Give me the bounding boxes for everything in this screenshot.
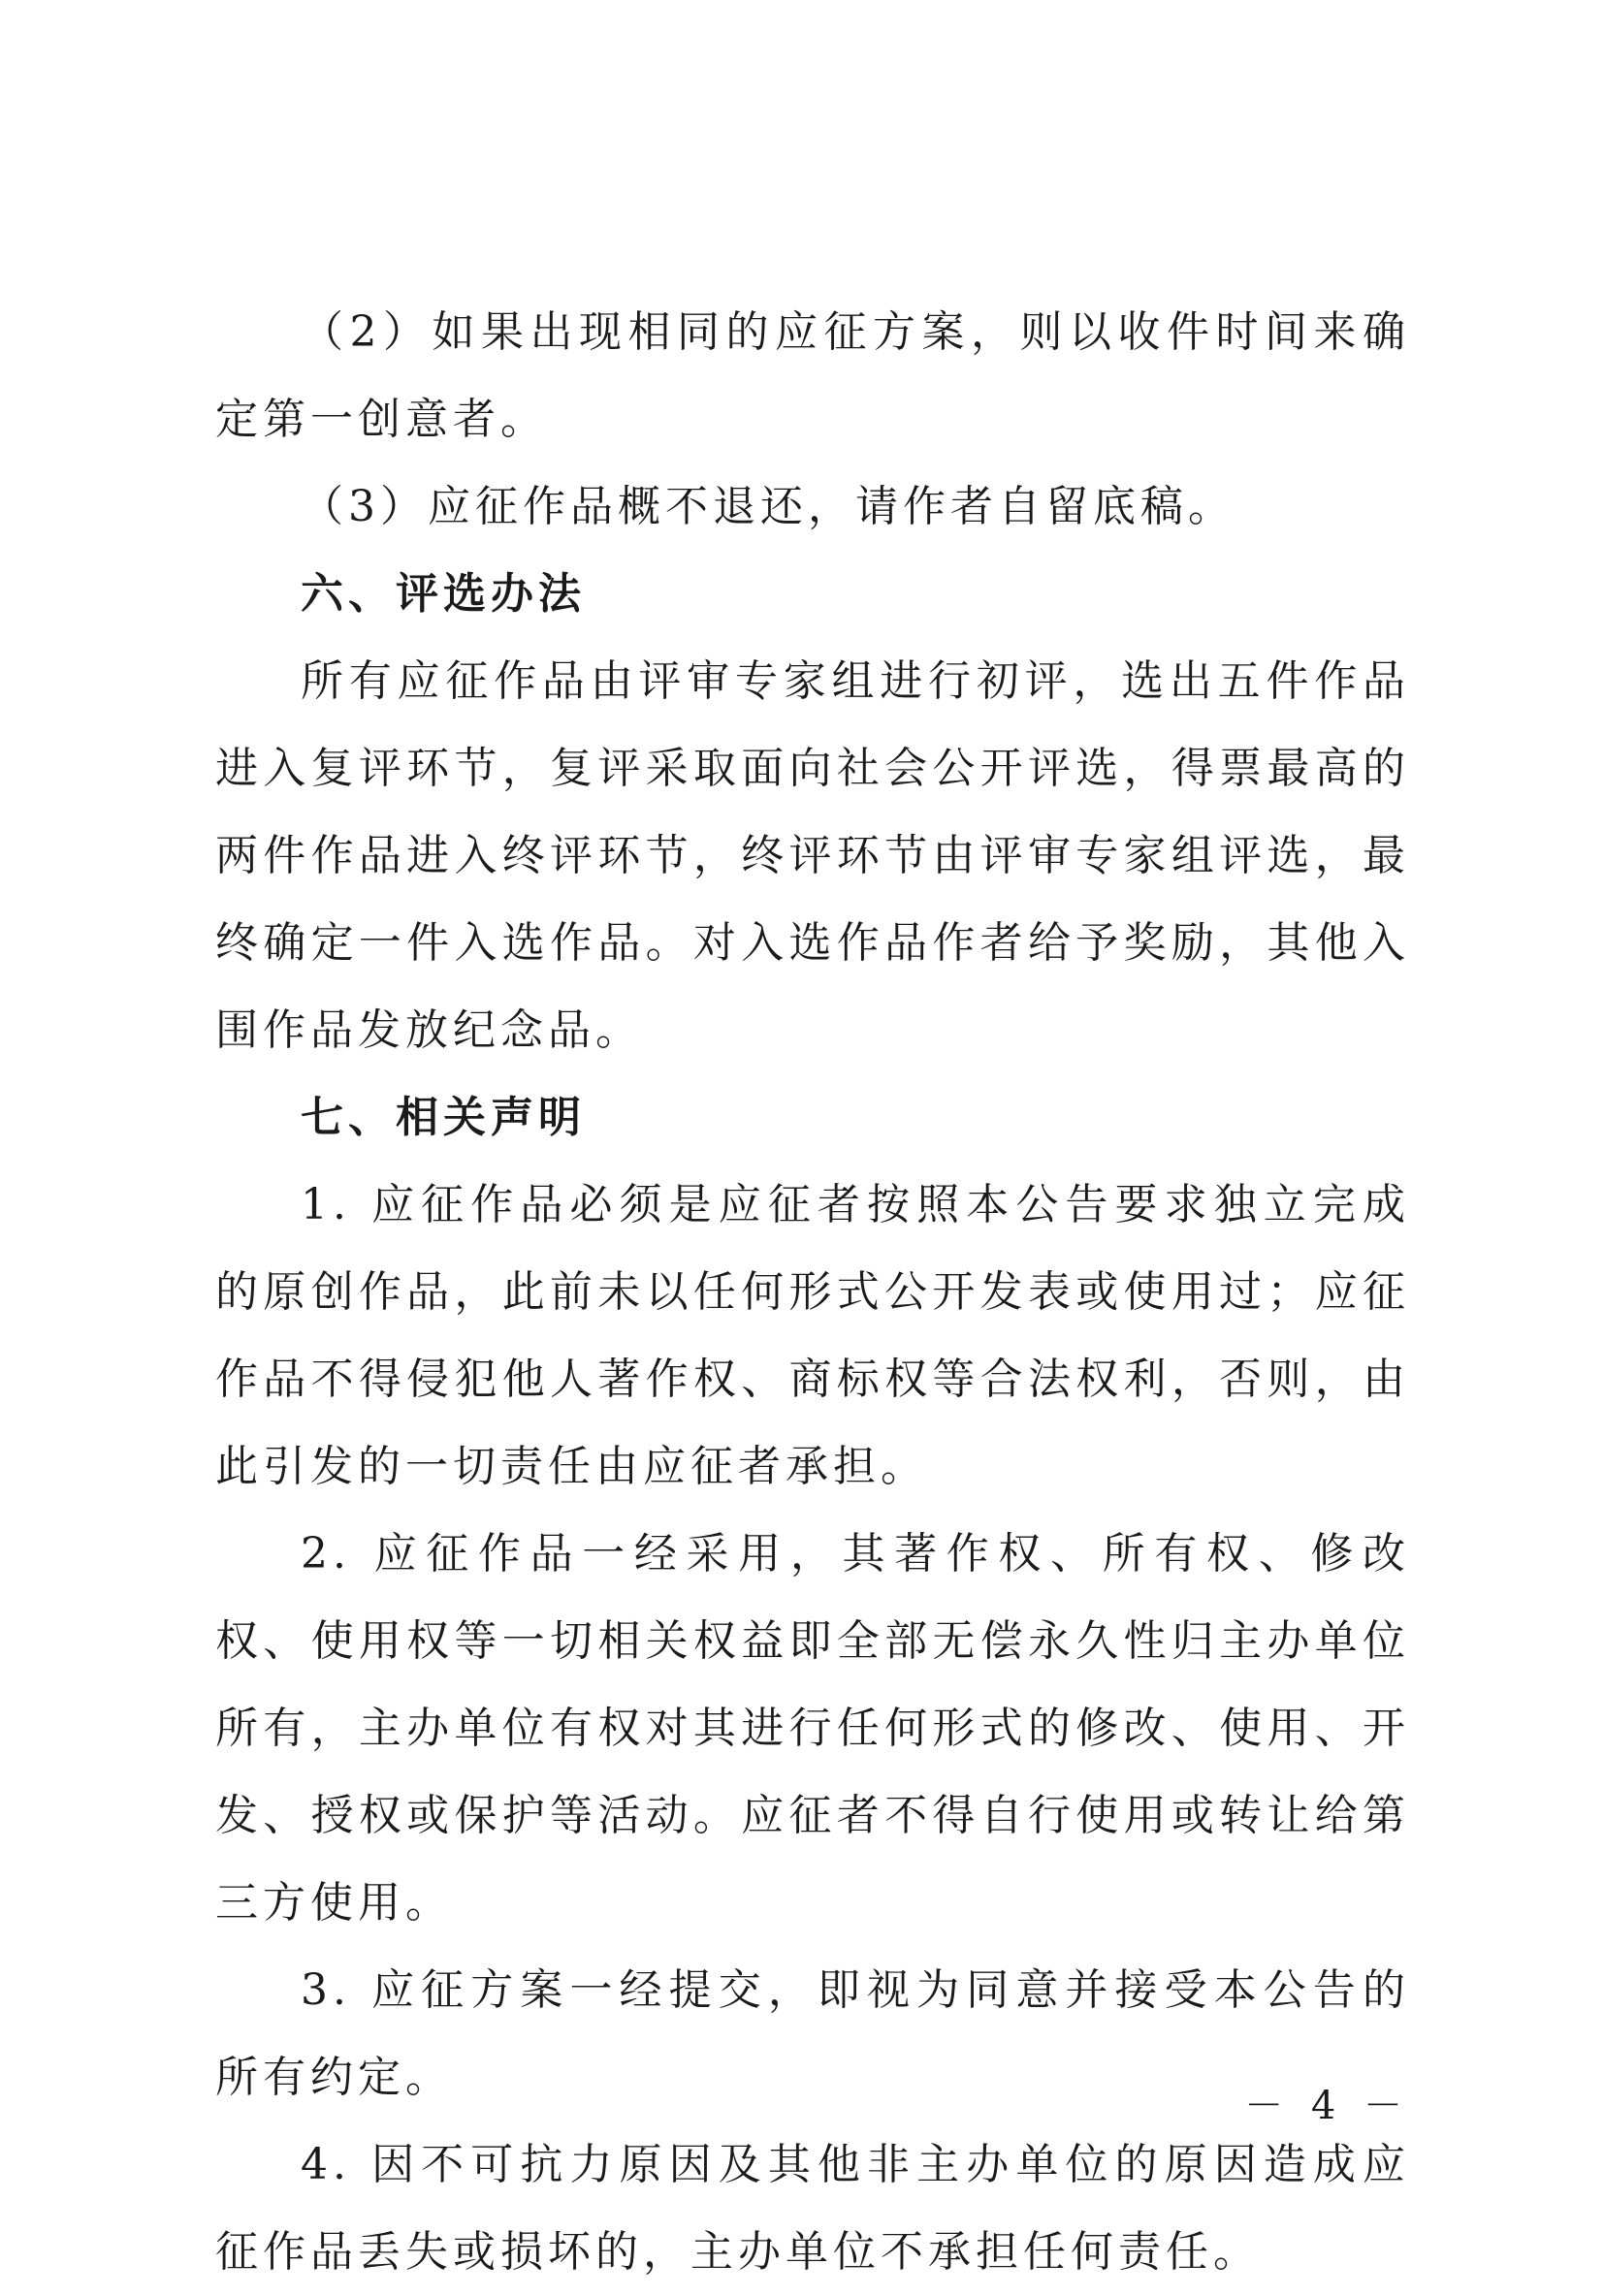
paragraph-statement-4: 4. 因不可抗力原因及其他非主办单位的原因造成应征作品丢失或损坏的，主办单位不承担任何责任。	[215, 2140, 1410, 2277]
section-heading-statements: 七、相关声明	[301, 1093, 586, 1142]
paragraph-statement-1: 1. 应征作品必须是应征者按照本公告要求独立完成的原创作品，此前未以任何形式公开发表或使用过；应征作品不得侵犯他人著作权、商标权等合法权利，否则，由此引发的一切责任由应征者承担。	[215, 1180, 1410, 1491]
paragraph-selection-method: 所有应征作品由评审专家组进行初评，选出五件作品进入复评环节，复评采取面向社会公开评选，得票最高的两件作品进入终评环节，终评环节由评审专家组评选，最终确定一件入选作品。对入选作品作者给予奖励，其他入围作品发放纪念品。	[215, 656, 1410, 1055]
paragraph-statement-3: 3. 应征方案一经提交，即视为同意并接受本公告的所有约定。	[215, 1965, 1410, 2102]
paragraph-no-return-rule: （3）应征作品概不退还，请作者自留底稿。	[301, 482, 1235, 531]
paragraph-statement-2: 2. 应征作品一经采用，其著作权、所有权、修改权、使用权等一切相关权益即全部无偿永久性归主办单位所有，主办单位有权对其进行任何形式的修改、使用、开发、授权或保护等活动。应征者不得自行使用或转让给第三方使用。	[215, 1529, 1410, 1928]
section-heading-selection-method: 六、评选办法	[301, 569, 586, 619]
document-body	[215, 289, 1410, 2296]
page-number: － 4 －	[1244, 2084, 1410, 2128]
paragraph-same-proposal-rule: （2）如果出现相同的应征方案，则以收件时间来确定第一创意者。	[215, 307, 1410, 444]
